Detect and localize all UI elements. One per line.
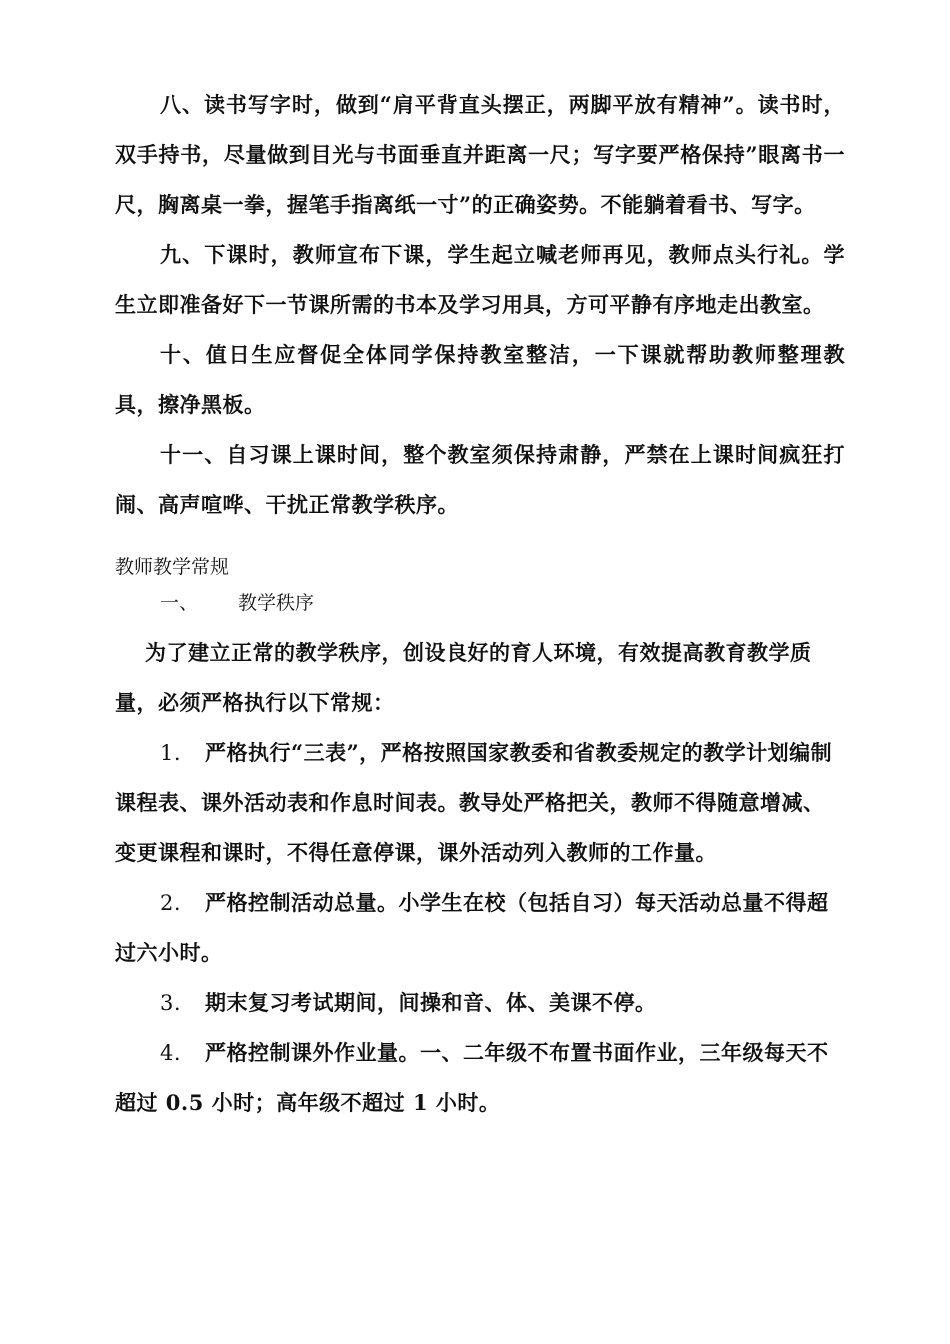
section-title: 教师教学常规 — [115, 556, 230, 578]
subsection-heading — [115, 588, 845, 618]
list-item-2 — [115, 878, 845, 978]
list-item-number: 1. — [160, 741, 182, 765]
subsection-title: 教学秩序 — [238, 592, 315, 614]
list-item-1 — [115, 728, 845, 878]
document-page — [115, 80, 845, 1128]
list-item-number: 2. — [160, 891, 182, 915]
section-spacer — [115, 530, 845, 552]
rule-paragraph-9: 九、下课时，教师宣布下课，学生起立喊老师再见，教师点头行礼。学生立即准备好下一节课所需的书本及学习用具，方可平静有序地走出教室。 — [115, 242, 845, 317]
list-item-number: 3. — [160, 991, 182, 1015]
list-item-text: 严格执行“三表”，严格按照国家教委和省教委规定的教学计划编制课程表、课外活动表和作息时间表。教导处严格把关，教师不得随意增减、变更课程和课时，不得任意停课，课外活动列入教师的工作量。 — [115, 740, 833, 865]
intro-paragraph: 为了建立正常的教学秩序，创设良好的育人环境，有效提高教育教学质量，必须严格执行以下常规： — [115, 640, 812, 715]
rule-paragraph-11: 十一、自习课上课时间，整个教室须保持肃静，严禁在上课时间疯狂打闹、高声喧哗、干扰正常教学秩序。 — [115, 442, 845, 517]
list-item-4 — [115, 1028, 845, 1128]
list-item-text: 严格控制活动总量。小学生在校（包括自习）每天活动总量不得超过六小时。 — [115, 890, 829, 965]
list-item-text: 严格控制课外作业量。一、二年级不布置书面作业，三年级每天不超过 0.5 小时；高年级不超过 1 小时。 — [115, 1040, 829, 1115]
subsection-number: 一、 — [160, 592, 199, 614]
list-item-text: 期末复习考试期间，间操和音、体、美课不停。 — [205, 990, 657, 1015]
list-item-number: 4. — [160, 1041, 182, 1065]
rule-paragraph-8: 八、读书写字时，做到“肩平背直头摆正，两脚平放有精神”。读书时，双手持书，尽量做到目光与书面垂直并距离一尺；写字要严格保持”眼离书一尺，胸离桌一拳，握笔手指离纸一寸”的正确姿势。不能躺着看书、写字。 — [115, 92, 845, 217]
list-item-3 — [115, 978, 845, 1028]
rule-paragraph-10: 十、值日生应督促全体同学保持教室整洁，一下课就帮助教师整理教具，擦净黑板。 — [115, 342, 845, 417]
